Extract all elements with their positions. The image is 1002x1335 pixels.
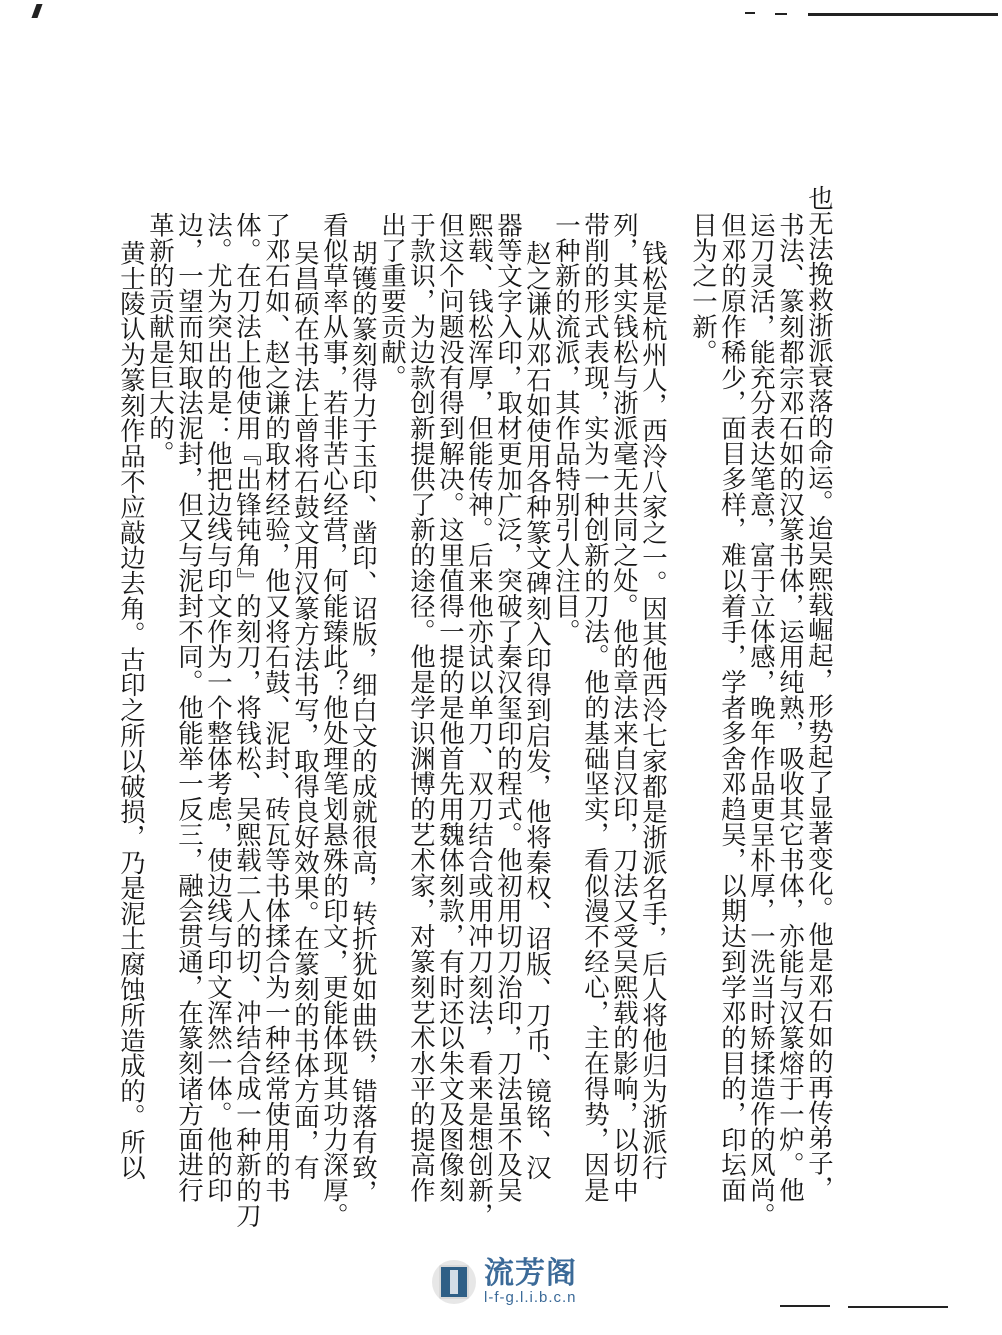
text-column: 体。在刀法上他使用『出锋钝角』的刻刀，将钱松、吴熙载二人的切、冲结合成一种新的刀 — [233, 212, 263, 1228]
watermark-url: l-f-g.l.i.b.c.n — [484, 1289, 577, 1306]
text-column: 一种新的流派，其作品特别引人注目。 — [552, 212, 582, 644]
scan-edge-mark — [808, 13, 998, 16]
text-column: 胡镬的篆刻得力于玉印、凿印、诏版，细白文的成就很高，转折犹如曲铁，错落有致， — [349, 240, 379, 1206]
text-column: 了邓石如、赵之谦的取材经验，他又将石鼓、泥封、砖瓦等书体揉合为一种经常使用的书 — [262, 212, 292, 1203]
text-column: 目为之一新。 — [689, 212, 719, 365]
text-column: 吴昌硕在书法上曾将石鼓文用汉篆方法书写，取得良好效果。在篆刻的书体方面，有 — [291, 240, 321, 1180]
text-column: 边，一望而知取法泥封，但又与泥封不同。他能举一反三，融会贯通，在篆刻诸方面进行 — [175, 212, 205, 1203]
text-column: 看似草率从事，若非苦心经营，何能臻此？他处理笔划悬殊的印文，更能体现其功力深厚。 — [320, 212, 350, 1228]
text-column: 黄士陵认为篆刻作品不应敲边去角。古印之所以破损，乃是泥土腐蚀所造成的。所以 — [117, 240, 147, 1180]
book-icon — [439, 1265, 469, 1299]
text-column: 熙载、钱松浑厚，但能传神。后来他亦试以单刀、双刀结合或用冲刀刻法，看来是想创新， — [465, 212, 495, 1228]
text-column: 法。尤为突出的是：他把边线与印文作为一个整体考虑，使边线与印文浑然一体。他的印 — [204, 212, 234, 1203]
text-column: 书法、篆刻都宗邓石如的汉篆书体，运用纯熟，吸收其它书体，亦能与汉篆熔于一炉。他 — [776, 212, 806, 1203]
text-column: 运刀灵活，能充分表达笔意，富于立体感，晚年作品更呈朴厚，一洗当时矫揉造作的风尚。 — [747, 212, 777, 1228]
text-column: 也无法挽救浙派衰落的命运。迨吴熙载崛起，形势起了显著变化。他是邓石如的再传弟子， — [805, 185, 835, 1201]
text-column: 赵之谦从邓石如使用各种篆文碑刻入印得到启发，他将秦权、诏版、刀币、镜铭、汉 — [523, 240, 553, 1180]
scan-edge-mark — [745, 12, 755, 14]
text-column: 钱松是杭州人，西泠八家之一。因其他西泠七家都是浙派名手，后人将他归为浙派行 — [639, 240, 669, 1180]
watermark — [432, 1258, 577, 1306]
text-column: 于款识，为边款创新提供了新的途径。他是学识渊博的艺术家，对篆刻艺术水平的提高作 — [407, 212, 437, 1203]
text-column: 出了重要贡献。 — [378, 212, 408, 390]
text-column: 带削的形式表现，实为一种创新的刀法。他的基础坚实，看似漫不经心，主在得势，因是 — [581, 212, 611, 1203]
scan-edge-mark — [848, 1306, 948, 1308]
scan-edge-mark — [780, 1305, 830, 1307]
text-column: 革新的贡献是巨大的。 — [146, 212, 176, 466]
watermark-name: 流芳阁 — [484, 1256, 577, 1291]
text-column: 但这个问题没有得到解决。这里值得一提的是他首先用魏体刻款，有时还以朱文及图像刻 — [436, 212, 466, 1203]
text-column: 器等文字入印，取材更加广泛，突破了秦汉玺印的程式。他初用切刀治印，刀法虽不及吴 — [494, 212, 524, 1203]
text-column: 但邓的原作稀少，面目多样，难以着手，学者多舍邓趋吴，以期达到学邓的目的，印坛面 — [718, 212, 748, 1203]
text-column: 列，其实钱松与浙派毫无共同之处。他的章法来自汉印，刀法又受吴熙载的影响，以切中 — [610, 212, 640, 1203]
watermark-logo — [432, 1260, 476, 1304]
scan-edge-mark — [775, 13, 787, 15]
scan-edge-mark — [31, 4, 42, 18]
